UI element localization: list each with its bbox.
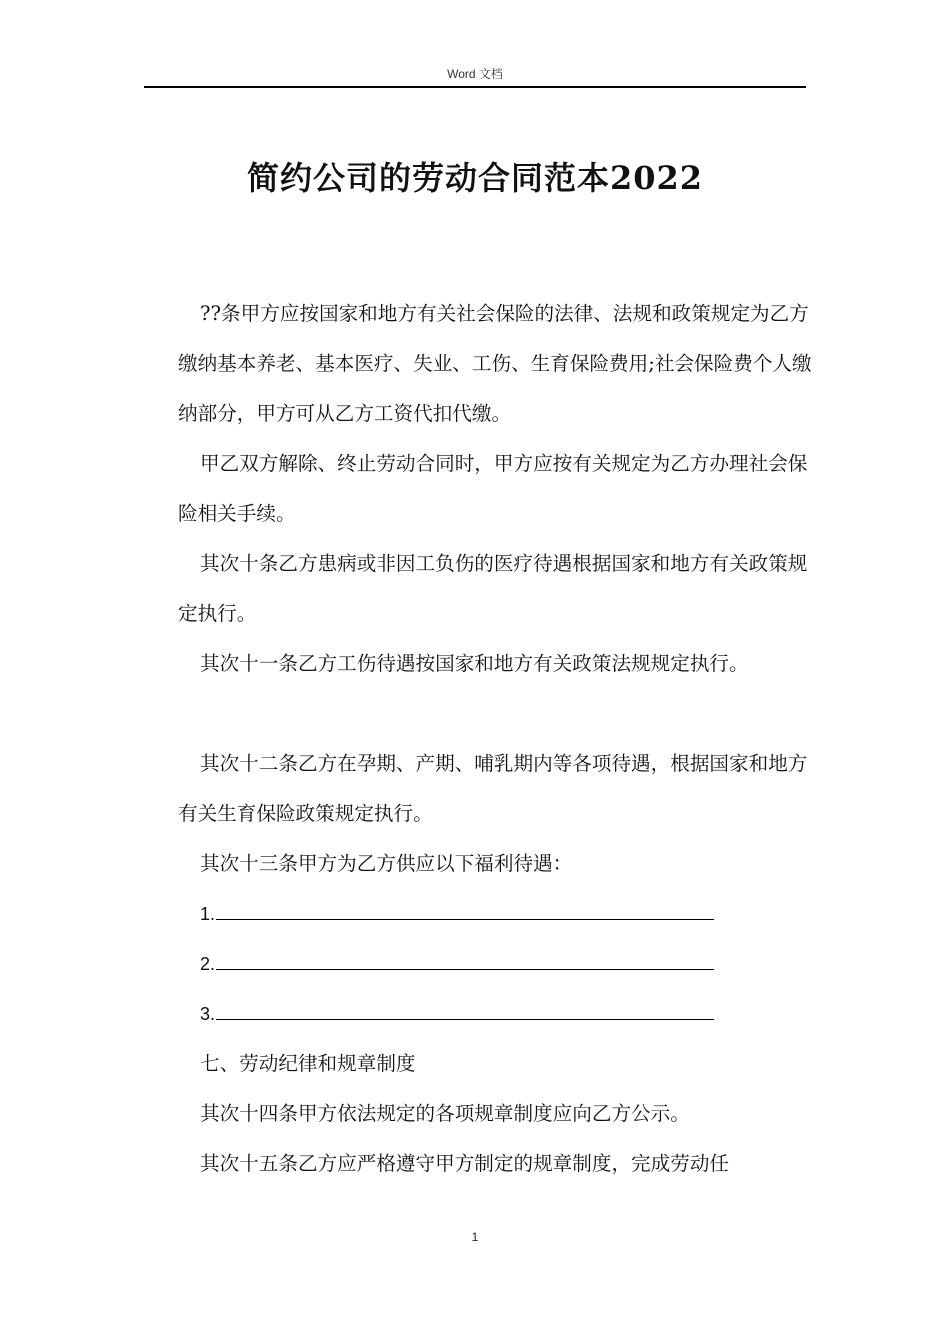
blank-item-1 xyxy=(178,889,818,939)
fill-in-underline xyxy=(216,899,714,920)
paragraph-article-22: 其次十二条乙方在孕期、产期、哺乳期内等各项待遇，根据国家和地方有关生育保险政策规定执行。 xyxy=(178,752,808,825)
fill-in-underline xyxy=(216,949,714,970)
paragraph-article-21: 其次十一条乙方工伤待遇按国家和地方有关政策法规规定执行。 xyxy=(200,652,749,675)
blank-item-number: 1. xyxy=(200,904,216,924)
document-header-label: Word 文档 xyxy=(447,67,503,81)
paragraph-article-23: 其次十三条甲方为乙方供应以下福利待遇： xyxy=(200,852,573,875)
fill-in-underline xyxy=(216,999,714,1020)
paragraph-article-20: 其次十条乙方患病或非因工负伤的医疗待遇根据国家和地方有关政策规定执行。 xyxy=(178,552,808,625)
paragraph-termination-procedures: 甲乙双方解除、终止劳动合同时，甲方应按有关规定为乙方办理社会保险相关手续。 xyxy=(178,452,808,525)
document-body xyxy=(178,289,818,1189)
blank-item-3 xyxy=(178,989,818,1039)
section-heading-labor-discipline: 七、劳动纪律和规章制度 xyxy=(200,1052,416,1075)
paragraph-social-insurance: ??条甲方应按国家和地方有关社会保险的法律、法规和政策规定为乙方缴纳基本养老、基本医疗、失业、工伤、生育保险费用;社会保险费个人缴纳部分，甲方可从乙方工资代扣代缴。 xyxy=(178,302,812,425)
blank-item-2 xyxy=(178,939,818,989)
blank-item-number: 3. xyxy=(200,1004,216,1024)
blank-item-number: 2. xyxy=(200,954,216,974)
document-title: 简约公司的劳动合同范本2022 xyxy=(246,159,704,197)
page-number: 1 xyxy=(471,1230,479,1244)
paragraph-spacer xyxy=(178,689,818,739)
paragraph-article-24: 其次十四条甲方依法规定的各项规章制度应向乙方公示。 xyxy=(200,1102,690,1125)
paragraph-article-25: 其次十五条乙方应严格遵守甲方制定的规章制度，完成劳动任 xyxy=(200,1152,730,1175)
header-divider xyxy=(144,86,806,88)
